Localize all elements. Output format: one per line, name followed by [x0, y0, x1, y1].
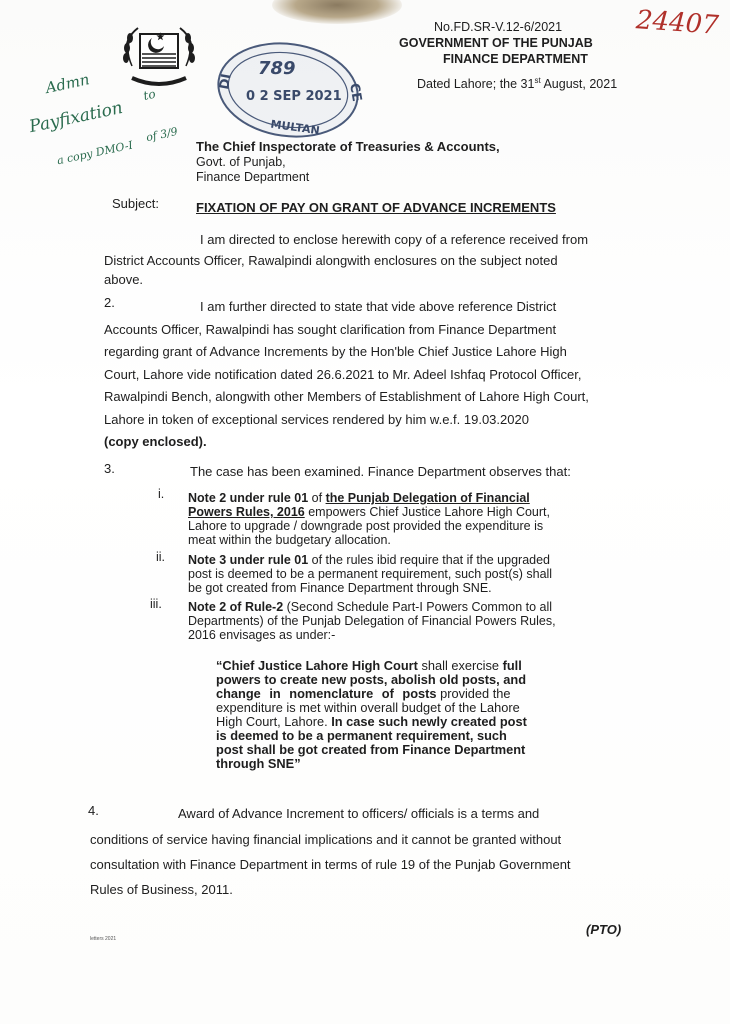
quote-line3-rest: provided the	[436, 686, 511, 701]
para2-line6: Lahore in token of exceptional services rendered by him w.e.f. 19.03.2020	[104, 412, 529, 427]
item-i-mid: of	[308, 491, 326, 505]
item-i-line2-rest: empowers Chief Justice Lahore High Court,	[304, 505, 550, 519]
item-ii-line3: be got created from Finance Department through SNE.	[188, 581, 492, 595]
para2-line5: Rawalpindi Bench, alongwith other Members of Establishment of Lahore High Court,	[104, 389, 589, 404]
dated-ordinal: st	[534, 76, 541, 85]
photo-shadow	[272, 0, 402, 24]
item-i-line1	[188, 492, 530, 506]
item-i-rules-year: Powers Rules, 2016	[188, 505, 305, 519]
item-i-line4: meat within the budgetary allocation.	[188, 533, 391, 547]
handwritten-file-number: 24407	[635, 5, 720, 41]
para2-line7: (copy enclosed).	[104, 434, 207, 449]
para4-number: 4.	[88, 803, 99, 818]
quote-line4: expenditure is met within overall budget of the Lahore	[216, 700, 520, 715]
quote-line8: through SNE”	[216, 756, 301, 771]
para2-line3: regarding grant of Advance Increments by the Hon'ble Chief Justice Lahore High	[104, 344, 567, 359]
para1-line3: above.	[104, 272, 144, 287]
item-iii-line1-rest: (Second Schedule Part-I Powers Common to all	[283, 600, 553, 614]
para4-line2: conditions of service having financial implications and it cannot be granted without	[90, 832, 562, 847]
item-iii-bold-lead: Note 2 of Rule-2	[188, 600, 284, 614]
para4-line1: Award of Advance Increment to officers/ officials is a terms and	[178, 806, 540, 821]
para1-line2: District Accounts Officer, Rawalpindi alongwith enclosures on the subject noted	[104, 253, 558, 268]
para2-number: 2.	[104, 295, 115, 310]
item-i-bold-lead: Note 2 under rule 01	[188, 491, 309, 505]
stamp-date: 0 2 SEP 2021	[246, 89, 342, 104]
stamp-arc-left: DI	[217, 72, 235, 91]
margin-note-line4: a copy DMO-I	[55, 138, 134, 168]
para4-line4: Rules of Business, 2011.	[90, 882, 233, 897]
para3-number: 3.	[104, 461, 115, 476]
quote-line2: powers to create new posts, abolish old posts, and	[216, 672, 527, 687]
dated-prefix: Dated Lahore; the 31	[417, 77, 535, 92]
addressee-line2: Govt. of Punjab,	[196, 155, 286, 169]
quote-mid: shall exercise	[417, 658, 503, 673]
item-iii-line1	[188, 601, 552, 615]
item-ii-marker: ii.	[156, 550, 166, 564]
stamp-arc-right: CE	[346, 82, 364, 103]
stamp-bottom: MULTAN	[269, 117, 321, 138]
quote-bold-lead: “Chief Justice Lahore High Court	[216, 658, 418, 673]
reference-number: No.FD.SR-V.12-6/2021	[434, 20, 563, 34]
item-i-marker: i.	[158, 487, 165, 501]
margin-note-line3: to	[142, 86, 157, 103]
para2-line2: Accounts Officer, Rawalpindi has sought clarification from Finance Department	[104, 322, 557, 337]
dated-line	[417, 76, 617, 91]
quote-line3-bold: change in nomenclature of posts	[216, 686, 437, 701]
quote-line5-plain: High Court, Lahore.	[216, 714, 332, 729]
government-heading: GOVERNMENT OF THE PUNJAB	[399, 36, 593, 50]
quote-line1	[216, 659, 522, 673]
para3-intro: The case has been examined. Finance Department observes that:	[190, 464, 571, 479]
item-iii-marker: iii.	[150, 597, 162, 611]
item-i-line2	[188, 506, 550, 520]
item-ii-line1-rest: of the rules ibid require that if the upgraded	[308, 553, 551, 567]
quote-line6: is deemed to be a permanent requirement, such	[216, 728, 507, 743]
item-iii-line3: 2016 envisages as under:-	[188, 628, 336, 642]
subject-label: Subject:	[112, 196, 159, 211]
pto-label: (PTO)	[586, 922, 622, 937]
para2-line4: Court, Lahore vide notification dated 26.6.2021 to Mr. Adeel Ishfaq Protocol Officer,	[104, 367, 582, 382]
quote-line3	[216, 687, 511, 701]
department-heading: FINANCE DEPARTMENT	[443, 52, 588, 66]
para4-line3: consultation with Finance Department in terms of rule 19 of the Punjab Government	[90, 857, 571, 872]
item-ii-line2: post is deemed to be a permanent requirement, such post(s) shall	[188, 567, 553, 581]
quote-line7: post shall be got created from Finance Department	[216, 742, 526, 757]
item-i-rules-name: the Punjab Delegation of Financial	[325, 491, 530, 505]
item-ii-line1	[188, 554, 550, 568]
quote-line5	[216, 715, 527, 729]
stamp-number: 789	[258, 58, 296, 79]
para1-line1: I am directed to enclose herewith copy of a reference received from	[200, 232, 589, 247]
handwritten-margin-note	[22, 51, 194, 200]
margin-note-line1: Admn	[43, 70, 92, 97]
footer-tiny-text: letters 2021	[90, 936, 117, 942]
dated-suffix: August, 2021	[540, 77, 618, 92]
item-iii-line2: Departments) of the Punjab Delegation of Financial Powers Rules,	[188, 614, 556, 628]
quote-bold-full: full	[502, 658, 522, 673]
quote-line5-bold: In case such newly created post	[331, 714, 527, 729]
item-i-line3: Lahore to upgrade / downgrade post provided the expenditure is	[188, 519, 544, 533]
margin-note-line5: of 3/9	[144, 124, 179, 145]
margin-note-line2: Payfixation	[27, 97, 125, 138]
item-ii-bold-lead: Note 3 under rule 01	[188, 553, 309, 567]
para2-line1: I am further directed to state that vide above reference District	[200, 299, 557, 314]
subject-text: FIXATION OF PAY ON GRANT OF ADVANCE INCREMENTS	[196, 200, 556, 215]
receipt-stamp	[212, 38, 364, 142]
addressee-line3: Finance Department	[196, 170, 310, 184]
addressee-line1: The Chief Inspectorate of Treasuries & Accounts,	[196, 139, 500, 154]
